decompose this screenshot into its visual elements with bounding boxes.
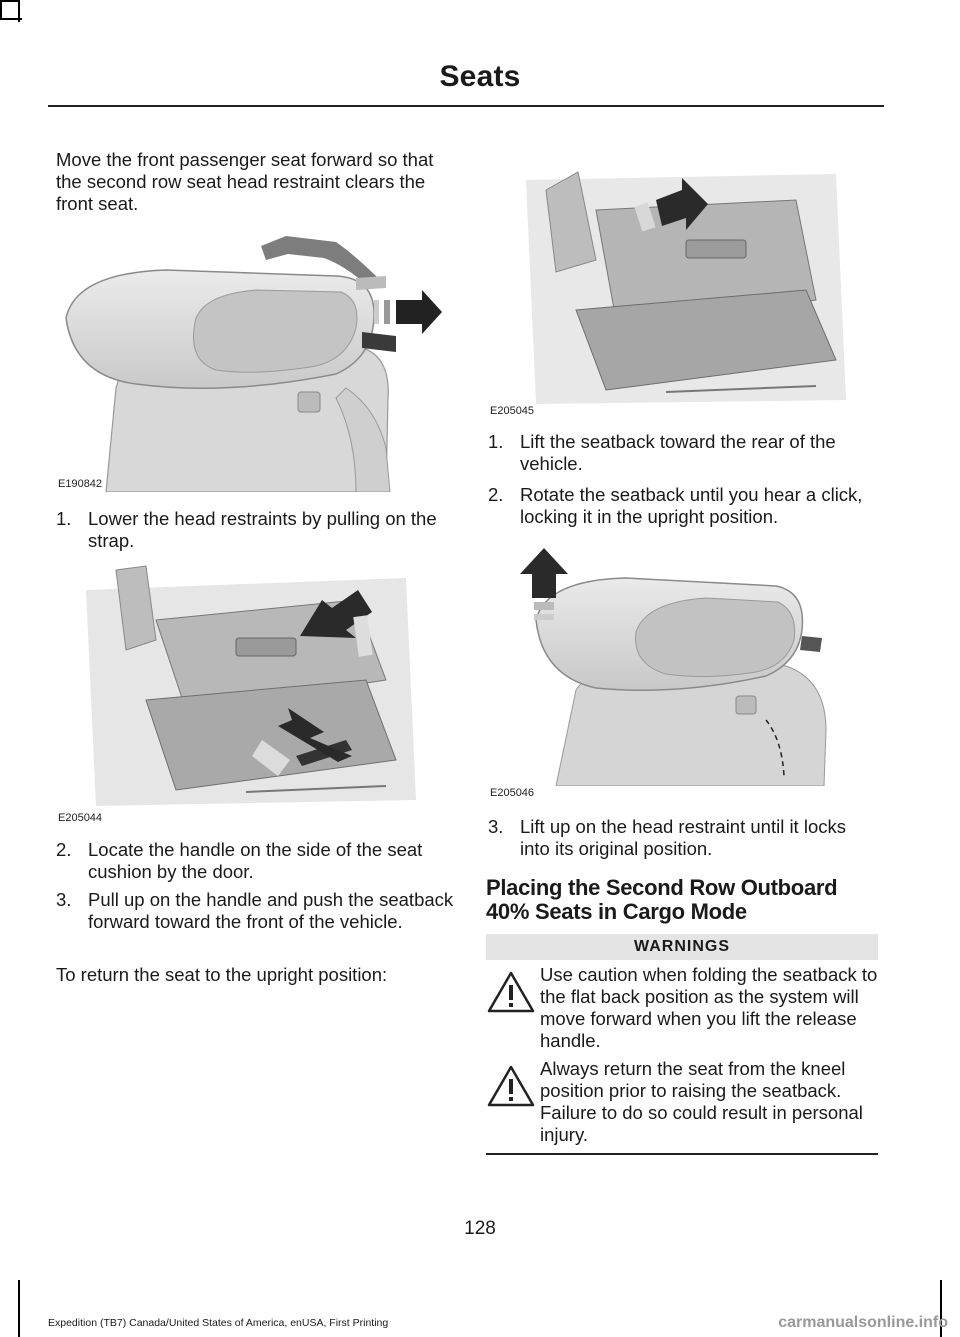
step-text: Lower the head restraints by pulling on the strap. <box>88 508 437 551</box>
warning-triangle-icon <box>486 970 536 1014</box>
step-text: Rotate the seatback until you hear a click, locking it in the upright position. <box>520 484 863 527</box>
warning-item <box>486 1058 880 1146</box>
warning-text: Use caution when folding the seatback to the flat back position as the system will move forward when you lift the release handle. <box>540 964 878 1051</box>
page-title: Seats <box>439 60 521 93</box>
warning-triangle-icon <box>486 1064 536 1108</box>
figure-code: E205044 <box>58 812 103 824</box>
step-3-lift-head-restraint <box>488 816 880 860</box>
step-number: 1. <box>488 431 504 452</box>
step-number: 3. <box>488 816 504 837</box>
step-3-pull-handle <box>56 889 454 933</box>
figure-code: E205045 <box>490 405 535 417</box>
step-1-lower-head-restraint <box>56 508 454 552</box>
seat-handle-figure <box>56 560 456 812</box>
crop-mark <box>0 0 2 18</box>
crop-mark <box>18 1280 20 1337</box>
watermark: carmanualsonline.info <box>778 1314 948 1331</box>
footer-text: Expedition (TB7) Canada/United States of America, enUSA, First Printing <box>48 1317 389 1329</box>
step-text: Pull up on the handle and push the seatback forward toward the front of the vehicle. <box>88 889 454 932</box>
step-1-lift-seatback <box>488 431 880 475</box>
step-number: 1. <box>56 508 72 529</box>
step-number: 2. <box>488 484 504 505</box>
step-number: 2. <box>56 839 72 860</box>
head-restraint-raise-figure <box>486 540 878 786</box>
step-text: Lift up on the head restraint until it locks into its original position. <box>520 816 846 859</box>
intro-paragraph: Move the front passenger seat forward so that the second row seat head restraint clears the front seat. <box>56 149 434 214</box>
section-heading: Placing the Second Row Outboard 40% Seats in Cargo Mode <box>486 875 838 924</box>
return-instruction: To return the seat to the upright position: <box>56 964 388 985</box>
step-text: Lift the seatback toward the rear of the vehicle. <box>520 431 836 474</box>
head-restraint-figure <box>56 228 456 492</box>
warnings-header: WARNINGS <box>486 934 878 960</box>
page-number: 128 <box>464 1218 496 1239</box>
step-text: Locate the handle on the side of the seat cushion by the door. <box>88 839 423 882</box>
figure-code: E190842 <box>58 478 103 490</box>
crop-mark <box>0 0 18 2</box>
step-number: 3. <box>56 889 72 910</box>
section-divider <box>486 1153 878 1155</box>
step-2-locate-handle <box>56 839 454 883</box>
figure-code: E205046 <box>490 787 535 799</box>
crop-mark <box>0 18 22 20</box>
seatback-lift-figure <box>486 160 878 410</box>
warning-text: Always return the seat from the kneel position prior to raising the seatback. Failure to do so could result in personal injury. <box>540 1058 863 1145</box>
header-divider <box>48 105 884 107</box>
warning-item <box>486 964 880 1052</box>
step-2-rotate-seatback <box>488 484 880 528</box>
